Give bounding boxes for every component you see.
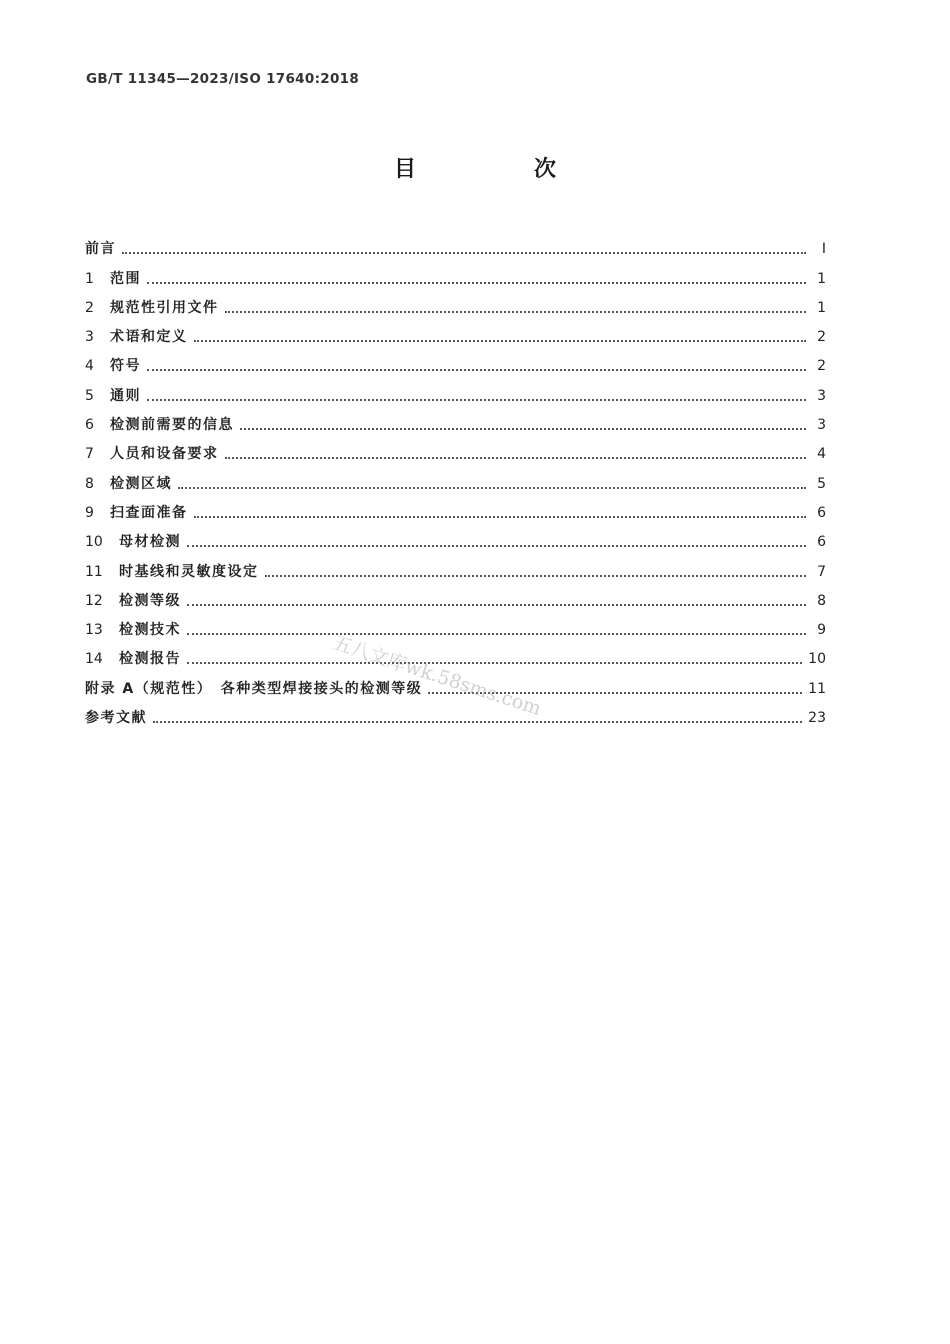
toc-entry-annex-a[interactable] xyxy=(85,669,826,698)
toc-entry-12[interactable] xyxy=(85,582,826,611)
toc-entry-number: 3 xyxy=(85,329,94,346)
toc-entry-8[interactable] xyxy=(85,464,826,493)
toc-entry-number: 7 xyxy=(85,446,94,463)
toc-entry-number: 6 xyxy=(85,417,94,434)
toc-entry-page: 8 xyxy=(817,592,826,609)
toc-entry-number: 11 xyxy=(85,563,103,580)
toc-entry-label: 参考文献 xyxy=(85,710,147,727)
toc-entry-label: 前言 xyxy=(85,241,116,258)
toc-entry-page: 3 xyxy=(817,417,826,434)
toc-entry-label: 检测等级 xyxy=(119,592,181,609)
toc-entry-number: 9 xyxy=(85,504,94,521)
standard-code-header: GB/T 11345—2023/ISO 17640:2018 xyxy=(86,71,360,87)
toc-entry-page: I xyxy=(821,241,826,258)
toc-entry-page: 1 xyxy=(817,270,826,287)
toc-entry-page: 5 xyxy=(817,475,826,492)
toc-entry-number: 10 xyxy=(85,534,103,551)
dot-leader xyxy=(147,369,806,371)
toc-entry-label: 附录 A（规范性） 各种类型焊接接头的检测等级 xyxy=(85,680,423,697)
toc-entry-label: 检测报告 xyxy=(119,651,181,668)
toc-entry-3[interactable] xyxy=(85,318,826,347)
toc-entry-page: 6 xyxy=(817,534,826,551)
toc-entry-number: 4 xyxy=(85,358,94,375)
dot-leader xyxy=(194,516,807,518)
toc-title: 目 次 xyxy=(393,157,604,182)
toc-entry-9[interactable] xyxy=(85,494,826,523)
toc-entry-label: 检测区域 xyxy=(110,475,172,492)
toc-entry-number: 13 xyxy=(85,622,103,639)
toc-entry-page: 2 xyxy=(817,358,826,375)
toc-entry-label: 符号 xyxy=(110,358,141,375)
toc-entry-14[interactable] xyxy=(85,640,826,669)
toc-entry-page: 4 xyxy=(817,446,826,463)
toc-entry-2[interactable] xyxy=(85,289,826,318)
toc-entry-5[interactable] xyxy=(85,376,826,405)
toc-entry-number: 8 xyxy=(85,475,94,492)
dot-leader xyxy=(265,575,807,577)
dot-leader xyxy=(153,721,802,723)
dot-leader xyxy=(178,487,806,489)
toc-entry-number: 14 xyxy=(85,651,103,668)
toc-entry-label: 规范性引用文件 xyxy=(110,299,219,316)
dot-leader xyxy=(122,252,806,254)
toc-entry-6[interactable] xyxy=(85,406,826,435)
dot-leader xyxy=(428,692,802,694)
toc-entry-7[interactable] xyxy=(85,435,826,464)
toc-entry-label: 检测技术 xyxy=(119,622,181,639)
dot-leader xyxy=(240,428,806,430)
table-of-contents xyxy=(85,230,826,728)
toc-entry-1[interactable] xyxy=(85,259,826,288)
toc-entry-label: 扫查面准备 xyxy=(110,504,188,521)
toc-entry-10[interactable] xyxy=(85,523,826,552)
toc-entry-label: 人员和设备要求 xyxy=(110,446,219,463)
toc-entry-page: 11 xyxy=(808,680,826,697)
toc-entry-number: 1 xyxy=(85,270,94,287)
toc-entry-label: 母材检测 xyxy=(119,534,181,551)
toc-entry-label: 检测前需要的信息 xyxy=(110,417,234,434)
toc-entry-label: 时基线和灵敏度设定 xyxy=(119,563,259,580)
toc-entry-page: 6 xyxy=(817,504,826,521)
toc-entry-number: 5 xyxy=(85,387,94,404)
toc-entry-page: 10 xyxy=(808,651,826,668)
toc-entry-number: 2 xyxy=(85,299,94,316)
toc-entry-bibliography[interactable] xyxy=(85,699,826,728)
toc-entry-page: 3 xyxy=(817,387,826,404)
toc-entry-label: 术语和定义 xyxy=(110,329,188,346)
toc-entry-page: 1 xyxy=(817,299,826,316)
toc-entry-page: 23 xyxy=(808,710,826,727)
dot-leader xyxy=(225,311,807,313)
watermark: 五八文库wk.58sms.com xyxy=(329,631,544,720)
toc-entry-number: 12 xyxy=(85,592,103,609)
dot-leader xyxy=(147,399,806,401)
toc-entry-label: 范围 xyxy=(110,270,141,287)
dot-leader xyxy=(187,633,806,635)
toc-entry-page: 9 xyxy=(817,622,826,639)
toc-entry-foreword[interactable] xyxy=(85,230,826,259)
toc-entry-page: 7 xyxy=(817,563,826,580)
toc-entry-page: 2 xyxy=(817,329,826,346)
dot-leader xyxy=(187,662,802,664)
dot-leader xyxy=(194,340,807,342)
toc-entry-4[interactable] xyxy=(85,347,826,376)
toc-entry-label: 通则 xyxy=(110,387,141,404)
dot-leader xyxy=(187,545,806,547)
dot-leader xyxy=(187,604,806,606)
dot-leader xyxy=(147,282,806,284)
toc-entry-11[interactable] xyxy=(85,552,826,581)
toc-entry-13[interactable] xyxy=(85,611,826,640)
dot-leader xyxy=(225,457,807,459)
